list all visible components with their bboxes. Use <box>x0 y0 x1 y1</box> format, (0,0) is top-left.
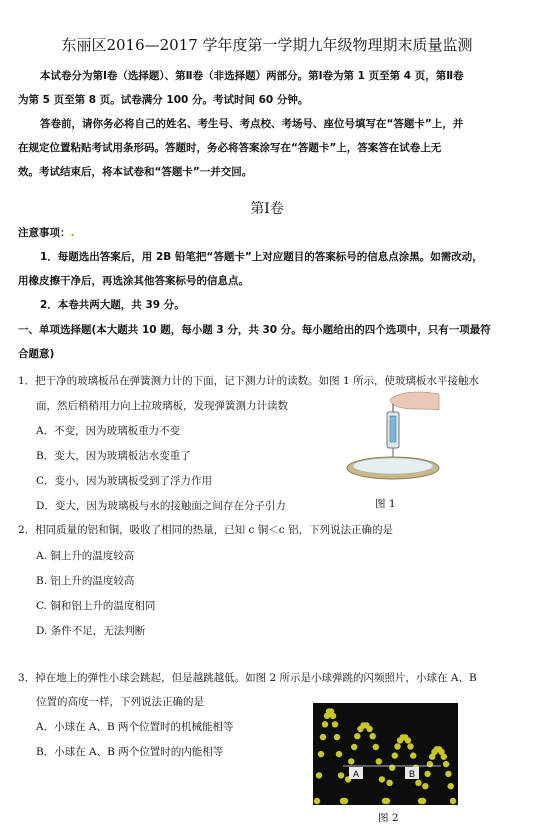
intro-line-1: 本试卷分为第Ⅰ卷（选择题）、第Ⅱ卷（非选择题）两部分。第Ⅰ卷为第 1 页至第 4 页，第Ⅱ卷 <box>40 70 464 82</box>
intro-line-4: 在规定位置粘贴考试用条形码。答题时，务必将答案涂写在“答题卡”上，答案答在试卷上无 <box>18 142 442 154</box>
figure-2-caption: 图 2 <box>378 812 399 824</box>
ball-image <box>410 752 416 758</box>
ball-image <box>338 772 344 778</box>
ball-image <box>354 733 360 739</box>
ball-image <box>334 734 340 740</box>
intro-line-5: 效。考试结束后，将本试卷和“答题卡”一并交回。 <box>18 166 253 178</box>
ball-image <box>370 733 376 739</box>
q1-option-c: C．变小，因为玻璃板受到了浮力作用 <box>36 475 213 487</box>
part-header-line-1: 一、单项选择题(本大题共 10 题，每小题 3 分，共 30 分。每小题给出的四个选项中，只有一项最符 <box>18 324 491 336</box>
ball-image <box>386 780 392 786</box>
ball-image <box>366 726 372 732</box>
figure-1-spring-scale <box>335 388 440 493</box>
q1-option-d: D．变大，因为玻璃板与水的接触面之间存在分子引力 <box>36 500 286 512</box>
ball-image <box>441 754 447 760</box>
ball-image <box>320 734 326 740</box>
ball-image <box>376 758 382 764</box>
q2-stem: 2．相同质量的铝和铜，吸收了相同的热量，已知 c 铜＜c 铝，下列说法正确的是 <box>18 524 393 536</box>
q3-stem-line-2: 位置的高度一样，下列说法正确的是 <box>36 696 204 708</box>
notice-label <box>18 225 75 240</box>
ball-image <box>336 751 342 757</box>
ball-image <box>405 737 411 743</box>
q2-option-b: B. 铝上升的温度较高 <box>36 575 135 587</box>
ball-image <box>422 783 428 789</box>
ball-image <box>394 743 400 749</box>
notice-label-text: 注意事项： <box>18 227 71 239</box>
ball-image <box>424 771 430 777</box>
part-header-line-2: 合题意) <box>18 348 55 360</box>
section-title: 第Ⅰ卷 <box>250 201 284 217</box>
ball-image <box>443 761 449 767</box>
notice-dot: . <box>70 227 75 239</box>
figure-1-caption: 图 1 <box>375 498 396 510</box>
ball-image <box>407 743 413 749</box>
label-b: B <box>408 769 416 779</box>
ball-image <box>392 752 398 758</box>
intro-line-3: 答卷前，请你务必将自己的姓名、考生号、考点校、考场号、座位号填写在“答题卡”上，并 <box>40 118 464 130</box>
q1-stem-line-2: 面，然后稍稍用力向上拉玻璃板，发现弹簧测力计读数 <box>36 400 288 412</box>
ball-image <box>450 798 456 804</box>
ball-image <box>415 780 421 786</box>
ball-image <box>373 744 379 750</box>
q3-stem-line-1: 3．掉在地上的弹性小球会跳起，但是越跳越低。如图 2 所示是小球弹跳的闪频照片，小球在 A、B <box>18 672 477 684</box>
q3-option-a: A．小球在 A、B 两个位置时的机械能相等 <box>36 721 234 733</box>
ball-image <box>322 721 328 727</box>
ball-image <box>389 765 395 771</box>
notice-2: 2．本卷共两大题，共 39 分。 <box>40 299 185 311</box>
ball-image <box>420 798 426 804</box>
ball-image <box>342 798 348 804</box>
ball-image <box>448 783 454 789</box>
q2-option-a: A. 铜上升的温度较高 <box>36 550 135 562</box>
ball-image <box>348 758 354 764</box>
label-a: A <box>352 769 360 779</box>
notice-1-cont: 用橡皮擦干净后，再选涂其他答案标号的信息点。 <box>18 275 249 287</box>
ball-image <box>332 721 338 727</box>
ball-image <box>330 713 336 719</box>
ball-image <box>351 744 357 750</box>
q2-option-d: D. 条件不足，无法判断 <box>36 625 146 637</box>
page-title: 东丽区2016—2017 学年度第一学期九年级物理期末质量监测 <box>61 36 473 54</box>
q2-option-c: C. 铜和铝上升的温度相同 <box>36 600 156 612</box>
ball-image <box>379 776 385 782</box>
q1-option-b: B．变大，因为玻璃板沾水变重了 <box>36 450 191 462</box>
ball-image <box>384 798 390 804</box>
ball-image <box>316 772 322 778</box>
ball-image <box>314 798 320 804</box>
q1-option-a: A．不变，因为玻璃板重力不变 <box>36 425 181 437</box>
figure-2-bouncing-ball-photo <box>313 703 458 805</box>
notice-1: 1．每题选出答案后，用 2B 铅笔把“答题卡”上对应题目的答案标号的信息点涂黑。如需改动， <box>40 251 483 263</box>
ball-image <box>445 771 451 777</box>
intro-line-2: 为第 5 页至第 8 页。试卷满分 100 分。考试时间 60 分钟。 <box>18 94 309 106</box>
q1-stem-line-1: 1．把干净的玻璃板吊在弹簧测力计的下面，记下测力计的读数。如图 1 所示，使玻璃板水平接触水 <box>18 375 480 387</box>
ball-image <box>318 751 324 757</box>
q3-option-b: B．小球在 A、B 两个位置时的内能相等 <box>36 746 224 758</box>
